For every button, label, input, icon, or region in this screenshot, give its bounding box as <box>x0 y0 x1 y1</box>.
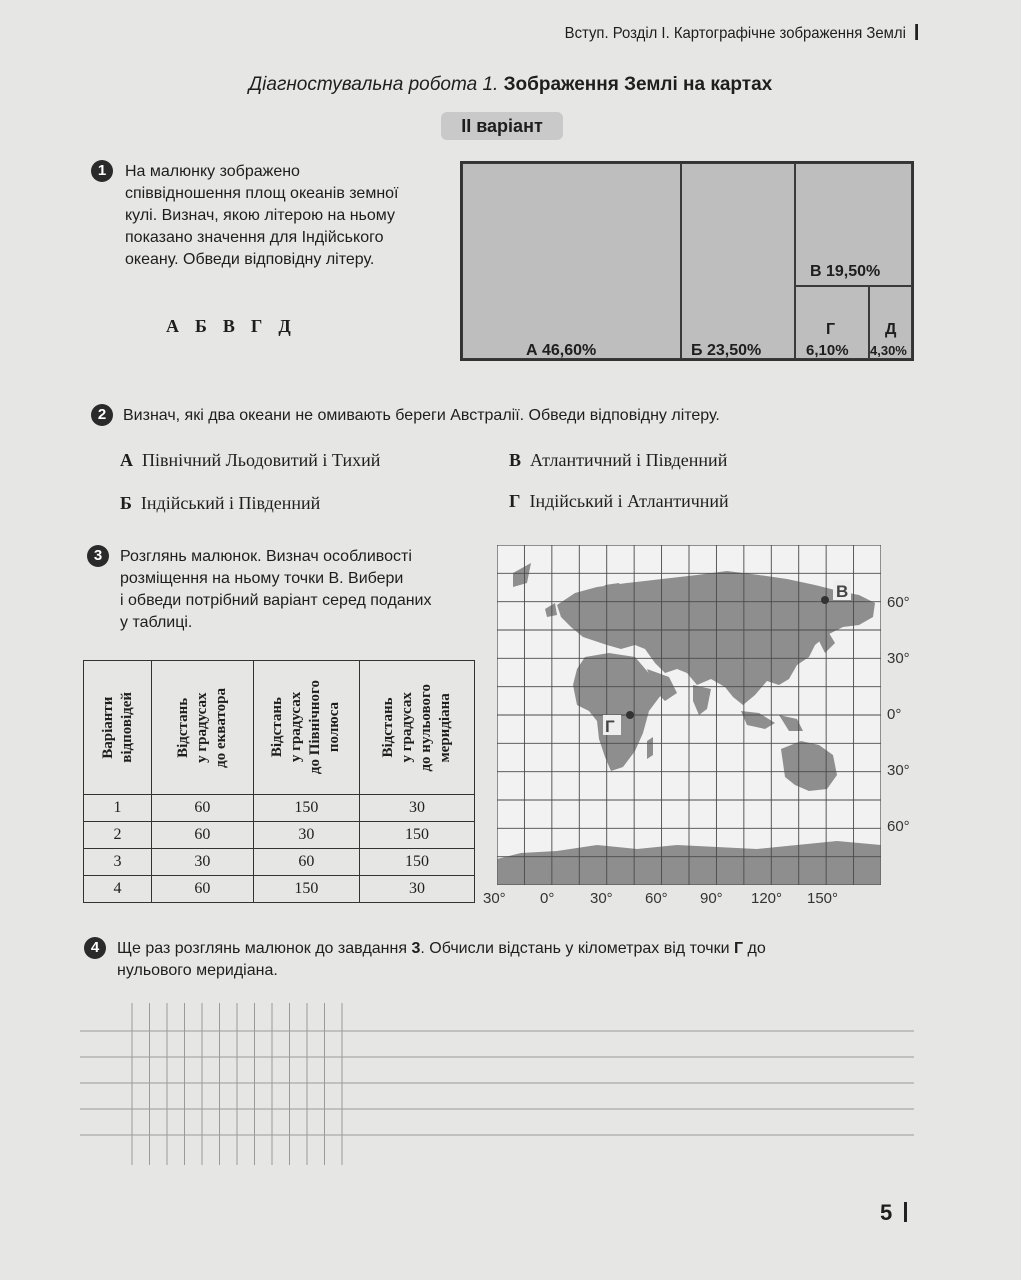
label-g-letter: Г <box>826 321 836 338</box>
header-bar <box>915 24 918 40</box>
option-text: Індійський і Південний <box>140 493 321 513</box>
page-title <box>0 74 1021 96</box>
lon-label: 30° <box>483 890 506 907</box>
lat-label: 30° <box>887 762 910 779</box>
q3-line: у таблиці. <box>120 614 193 631</box>
label-d-letter: Д <box>885 321 897 338</box>
q1-answer-letters <box>166 316 307 337</box>
q2-option[interactable] <box>509 450 727 471</box>
running-header-text: Вступ. Розділ I. Картографічне зображення Землі <box>564 25 906 42</box>
table-header-cell: Варіанти відповідей <box>84 661 152 795</box>
q1-line: На малюнку зображено <box>125 163 300 180</box>
q3-line: Розглянь малюнок. Визнач особливості <box>120 548 412 565</box>
label-g-value: 6,10% <box>806 342 849 359</box>
q1-line: показано значення для Індійського <box>125 229 384 246</box>
answer-letter[interactable]: Г <box>250 316 263 336</box>
world-map-grid <box>497 545 881 885</box>
label-v: В 19,50% <box>810 263 881 280</box>
lon-label: 90° <box>700 890 723 907</box>
table-row[interactable]: 2 60 30 150 <box>84 822 475 849</box>
q3-line: і обведи потрібний варіант серед поданих <box>120 592 432 609</box>
page-number-bar <box>904 1202 907 1222</box>
question-4-number: 4 <box>84 937 106 959</box>
option-letter: В <box>509 450 522 470</box>
table-header-cell: Відстань у градусах до нульового меридіана <box>360 661 475 795</box>
option-letter: А <box>120 450 133 470</box>
ocean-area-diagram <box>460 161 914 361</box>
lat-label: 0° <box>887 706 902 723</box>
label-d-value: 4,30% <box>870 343 907 358</box>
answer-letter[interactable]: В <box>222 316 235 336</box>
lat-label: 30° <box>887 650 910 667</box>
point-g-label: Г <box>605 717 615 736</box>
question-4-text: Ще раз розглянь малюнок до завдання 3. Обчисли відстань у кілометрах від точки Г до нульового меридіана. <box>117 940 766 979</box>
q2-option[interactable] <box>120 493 320 514</box>
lon-label: 30° <box>590 890 613 907</box>
option-text: Північний Льодовитий і Тихий <box>142 450 381 470</box>
point-b-label: В <box>836 582 849 601</box>
answer-letter[interactable]: А <box>166 316 179 336</box>
question-1-number: 1 <box>91 160 113 182</box>
title-main: Зображення Землі на картах <box>503 74 773 95</box>
point-g-marker <box>626 711 634 719</box>
running-header <box>64 24 918 43</box>
lon-label: 150° <box>807 890 839 907</box>
option-text: Атлантичний і Південний <box>530 450 728 470</box>
title-prefix: Діагностувальна робота 1. <box>248 74 499 95</box>
question-3-text <box>120 546 480 634</box>
q2-option[interactable] <box>509 491 729 512</box>
label-a: А 46,60% <box>526 342 597 359</box>
q1-line: океану. Обведи відповідну літеру. <box>125 251 375 268</box>
answer-table <box>83 660 475 903</box>
point-b-marker <box>821 596 829 604</box>
table-row[interactable]: 3 30 60 150 <box>84 849 475 876</box>
option-letter: Г <box>509 491 521 511</box>
q2-option[interactable] <box>120 450 380 471</box>
answer-letter[interactable]: Д <box>278 316 291 336</box>
q1-line: співвідношення площ океанів земної <box>125 185 399 202</box>
answer-writing-grid[interactable] <box>80 1003 914 1165</box>
table-header-cell: Відстань у градусах до екватора <box>152 661 254 795</box>
option-letter: Б <box>120 493 132 513</box>
table-header-cell: Відстань у градусах до Північного полюса <box>253 661 359 795</box>
table-row[interactable]: 4 60 150 30 <box>84 876 475 903</box>
option-text: Індійський і Атлантичний <box>529 491 729 511</box>
q3-line: розміщення на ньому точки В. Вибери <box>120 570 404 587</box>
cell-b <box>681 163 795 359</box>
table-row[interactable]: 1 60 150 30 <box>84 795 475 822</box>
lon-label: 120° <box>751 890 783 907</box>
cell-a <box>462 163 681 359</box>
lon-label: 60° <box>645 890 668 907</box>
label-b: Б 23,50% <box>691 342 762 359</box>
question-2-number: 2 <box>91 404 113 426</box>
answer-letter[interactable]: Б <box>195 316 207 336</box>
question-1-text <box>125 161 455 271</box>
lon-label: 0° <box>540 890 555 907</box>
q1-line: кулі. Визнач, якою літерою на ньому <box>125 207 395 224</box>
lat-label: 60° <box>887 594 910 611</box>
lat-label: 60° <box>887 818 910 835</box>
question-3-number: 3 <box>87 545 109 567</box>
question-2-text: Визнач, які два океани не омивають береги Австралії. Обведи відповідну літеру. <box>123 407 720 424</box>
variant-badge: II варіант <box>441 112 563 140</box>
page-number: 5 <box>880 1200 907 1226</box>
